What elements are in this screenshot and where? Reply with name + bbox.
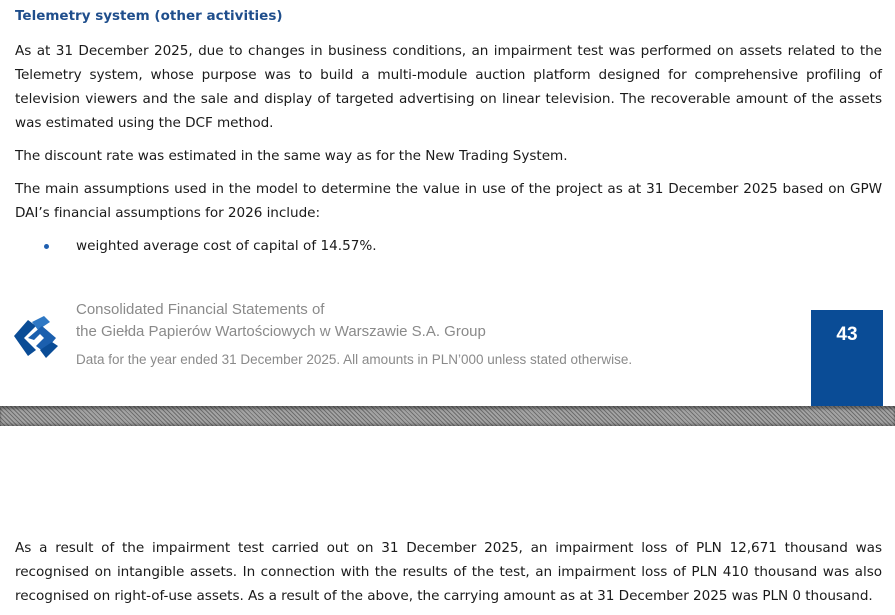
bullet-text-wacc: weighted average cost of capital of 14.57%. bbox=[76, 238, 377, 254]
page-separator bbox=[0, 406, 895, 426]
section-heading: Telemetry system (other activities) bbox=[15, 8, 283, 24]
paragraph-discount-rate: The discount rate was estimated in the same way as for the New Trading System. bbox=[15, 148, 568, 164]
footer-title-line2: the Giełda Papierów Wartościowych w Warszawie S.A. Group bbox=[76, 323, 486, 340]
footer-title-line1: Consolidated Financial Statements of bbox=[76, 301, 325, 318]
gpw-logo-icon bbox=[10, 314, 62, 360]
bullet-icon bbox=[44, 244, 49, 249]
paragraph-impairment-test: As at 31 December 2025, due to changes in business conditions, an impairment test was performed on assets related to the Telemetry system, whose purpose was to build a multi-module auction platform designed for comprehensive profiling of television viewers and the sale and display of targeted advertising on linear television. The recoverable amount of the assets was estimated using the DCF method. bbox=[15, 43, 882, 131]
page-number: 43 bbox=[836, 324, 858, 345]
page-number-box bbox=[811, 310, 883, 406]
footer-subtitle: Data for the year ended 31 December 2025. All amounts in PLN’000 unless stated otherwise. bbox=[76, 352, 633, 367]
paragraph-main-assumptions: The main assumptions used in the model to determine the value in use of the project as at 31 December 2025 based on GPW DAI’s financial assumptions for 2026 include: bbox=[15, 181, 882, 221]
paragraph-impairment-loss: As a result of the impairment test carried out on 31 December 2025, an impairment loss of PLN 12,671 thousand was recognised on intangible assets. In connection with the results of the test, an impairment loss of PLN 410 thousand was also recognised on right-of-use assets. As a result of the above, the carrying amount as at 31 December 2025 was PLN 0 thousand. bbox=[15, 540, 882, 604]
